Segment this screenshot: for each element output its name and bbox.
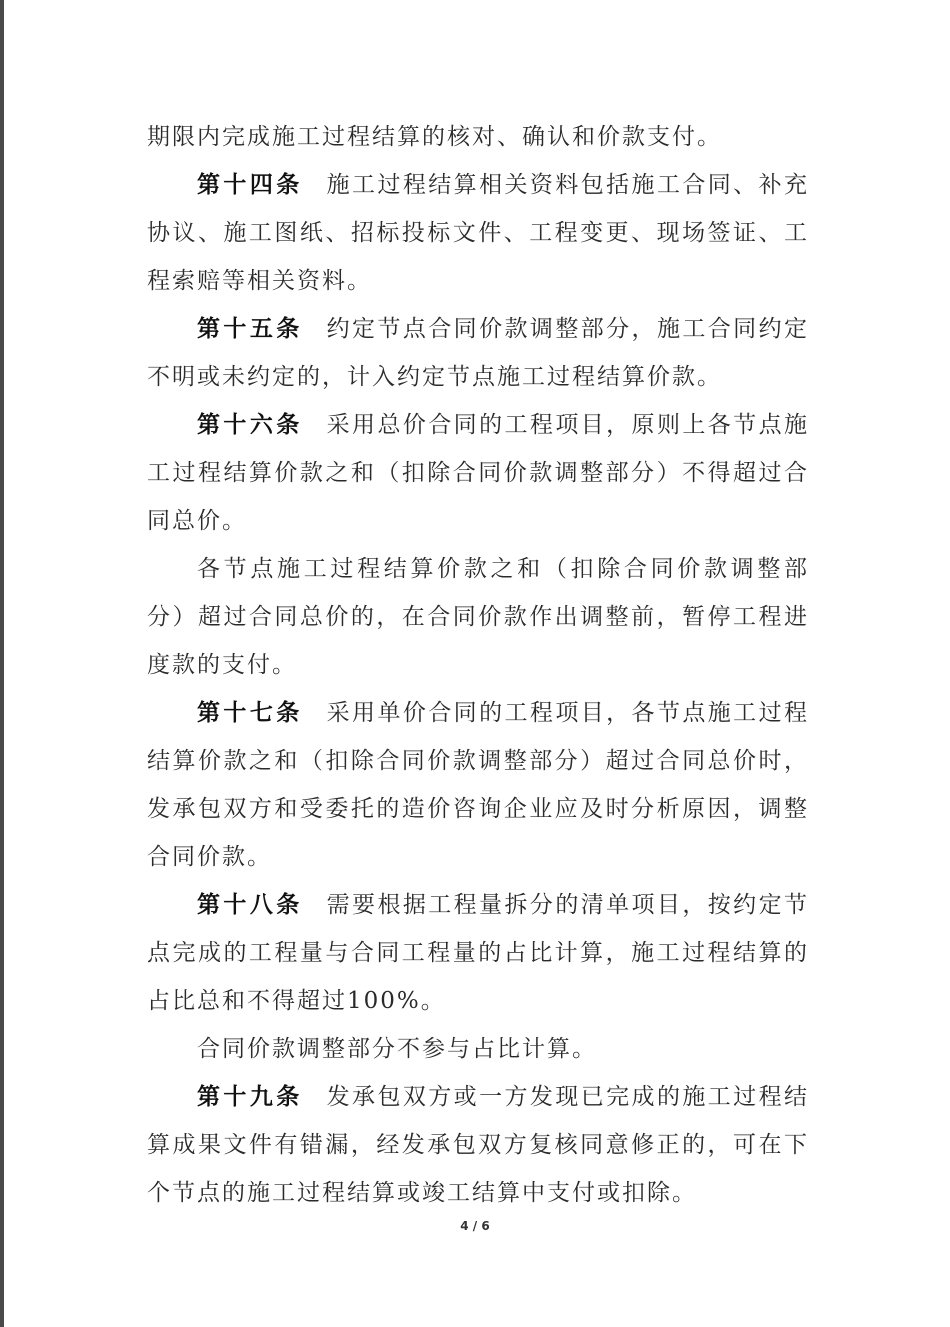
article-17 [147, 689, 809, 881]
article-heading: 第十五条 [197, 316, 303, 342]
article-18-paragraph-2 [147, 1025, 809, 1073]
page-number: 4 / 6 [460, 1219, 490, 1233]
paragraph-text: 各节点施工过程结算价款之和（扣除合同价款调整部分）超过合同总价的，在合同价款作出调整前，暂停工程进度款的支付。 [147, 556, 809, 678]
article-14 [147, 161, 809, 305]
article-15 [147, 305, 809, 401]
paragraph-text: 采用总价合同的工程项目，原则上各节点施工过程结算价款之和（扣除合同价款调整部分）不得超过合同总价。 [147, 412, 810, 534]
article-18 [147, 881, 809, 1025]
paragraph-text: 期限内完成施工过程结算的核对、确认和价款支付。 [147, 124, 722, 150]
article-heading: 第十八条 [197, 892, 303, 918]
article-16 [147, 401, 809, 545]
article-heading: 第十四条 [197, 172, 303, 198]
paragraph-text: 需要根据工程量拆分的清单项目，按约定节点完成的工程量与合同工程量的占比计算，施工过程结算的占比总和不得超过100%。 [147, 892, 810, 1014]
paragraph-text: 合同价款调整部分不参与占比计算。 [197, 1036, 597, 1062]
document-page [147, 113, 809, 1217]
article-heading: 第十九条 [197, 1084, 303, 1110]
article-heading: 第十六条 [197, 412, 303, 438]
paragraph-text: 采用单价合同的工程项目，各节点施工过程结算价款之和（扣除合同价款调整部分）超过合同总价时，发承包双方和受委托的造价咨询企业应及时分析原因，调整合同价款。 [147, 700, 810, 870]
page-left-border [0, 0, 4, 1327]
paragraph-text: 施工过程结算相关资料包括施工合同、补充协议、施工图纸、招标投标文件、工程变更、现场签证、工程索赔等相关资料。 [147, 172, 810, 294]
article-heading: 第十七条 [197, 700, 303, 726]
article-16-paragraph-2 [147, 545, 809, 689]
article-19 [147, 1073, 809, 1217]
paragraph-continuation [147, 113, 809, 161]
paragraph-text: 发承包双方或一方发现已完成的施工过程结算成果文件有错漏，经发承包双方复核同意修正的，可在下个节点的施工过程结算或竣工结算中支付或扣除。 [147, 1084, 810, 1206]
paragraph-text: 约定节点合同价款调整部分，施工合同约定不明或未约定的，计入约定节点施工过程结算价款。 [147, 316, 810, 390]
